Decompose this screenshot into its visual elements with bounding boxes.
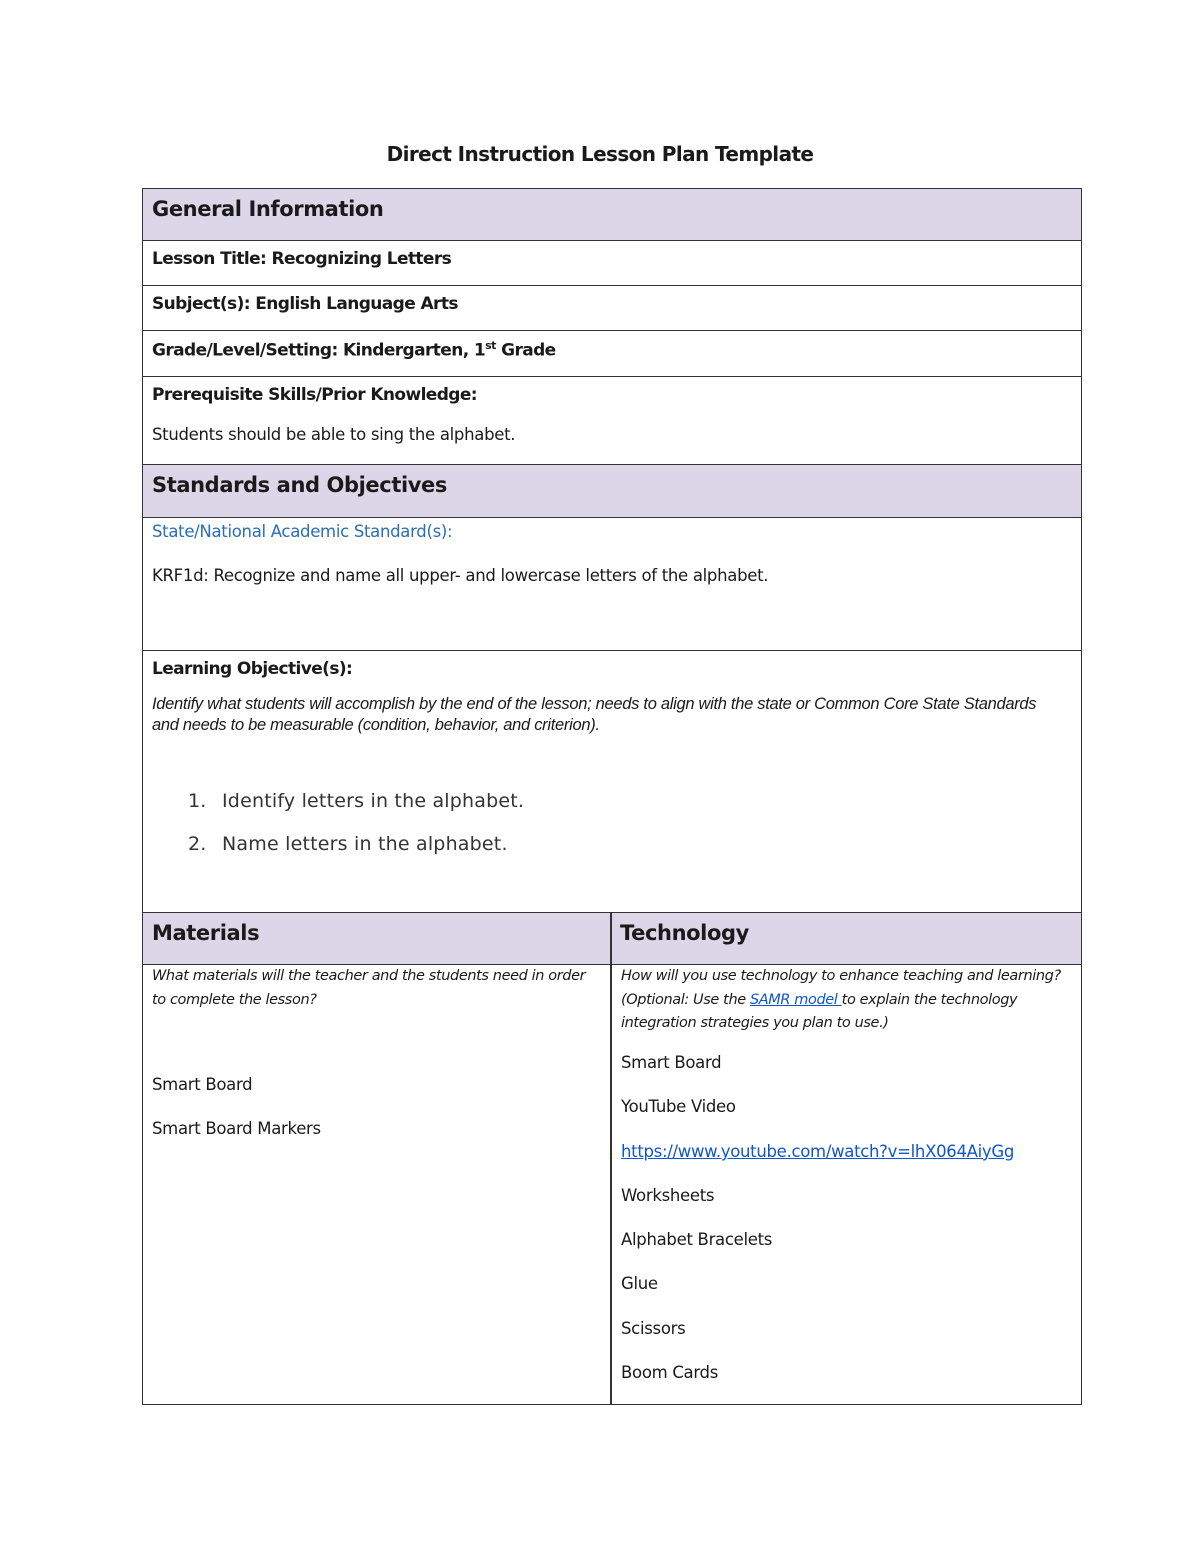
prerequisite-row <box>142 377 1082 465</box>
lesson-title: Lesson Title: Recognizing Letters <box>152 249 452 269</box>
lesson-title-row <box>142 241 1082 286</box>
technology-item: Worksheets <box>621 1186 715 1205</box>
objective-item: 2. Name letters in the alphabet. <box>188 833 508 855</box>
objective-item: 1. Identify letters in the alphabet. <box>188 790 525 812</box>
subjects-row <box>142 286 1082 331</box>
materials-heading: Materials <box>152 921 260 945</box>
prerequisite-label: Prerequisite Skills/Prior Knowledge: <box>152 385 477 405</box>
technology-item: Smart Board <box>621 1053 722 1072</box>
prerequisite-text: Students should be able to sing the alphabet. <box>152 425 516 444</box>
grade-level-setting <box>143 331 1081 361</box>
general-information-header <box>142 188 1082 241</box>
materials-technology-body <box>142 965 1082 1405</box>
standard-text: KRF1d: Recognize and name all upper- and lowercase letters of the alphabet. <box>152 566 769 585</box>
technology-hint: How will you use technology to enhance teaching and learning? (Optional: Use the SAMR model to explain the technology integration strategies you plan to use.) <box>621 968 1061 1031</box>
technology-item: Boom Cards <box>621 1363 719 1382</box>
grade-prefix: Grade/Level/Setting: Kindergarten, 1 <box>152 340 486 361</box>
material-item: Smart Board <box>152 1075 253 1094</box>
objectives-row <box>142 651 1082 913</box>
standards-objectives-header <box>142 465 1082 518</box>
material-item: Smart Board Markers <box>152 1119 321 1138</box>
technology-item: YouTube Video <box>621 1097 736 1116</box>
materials-technology-header <box>142 913 1082 965</box>
standards-objectives-heading: Standards and Objectives <box>152 473 447 497</box>
grade-suffix: Grade <box>495 340 556 361</box>
document-title: Direct Instruction Lesson Plan Template <box>386 142 814 166</box>
standards-row <box>142 518 1082 651</box>
samr-model-link[interactable]: SAMR model <box>749 991 842 1008</box>
objective-label: Learning Objective(s): <box>152 659 353 679</box>
subjects: Subject(s): English Language Arts <box>152 294 458 314</box>
technology-heading: Technology <box>620 921 749 945</box>
general-information-heading: General Information <box>152 197 384 221</box>
objective-hint: Identify what students will accomplish by the end of the lesson; needs to align with the state or Common Core State Standards and needs to be measurable (condition, behavior, and criterion). <box>152 695 1037 734</box>
youtube-video-link[interactable]: https://www.youtube.com/watch?v=lhX064AiyGg <box>621 1142 1015 1161</box>
technology-item: Alphabet Bracelets <box>621 1230 773 1249</box>
materials-hint: What materials will the teacher and the students need in order to complete the lesson? <box>152 968 586 1008</box>
column-divider <box>610 913 612 1405</box>
grade-row <box>142 331 1082 377</box>
technology-item: Glue <box>621 1274 658 1293</box>
grade-superscript: st <box>485 339 496 352</box>
technology-item: Scissors <box>621 1319 686 1338</box>
standard-label: State/National Academic Standard(s): <box>152 522 453 541</box>
